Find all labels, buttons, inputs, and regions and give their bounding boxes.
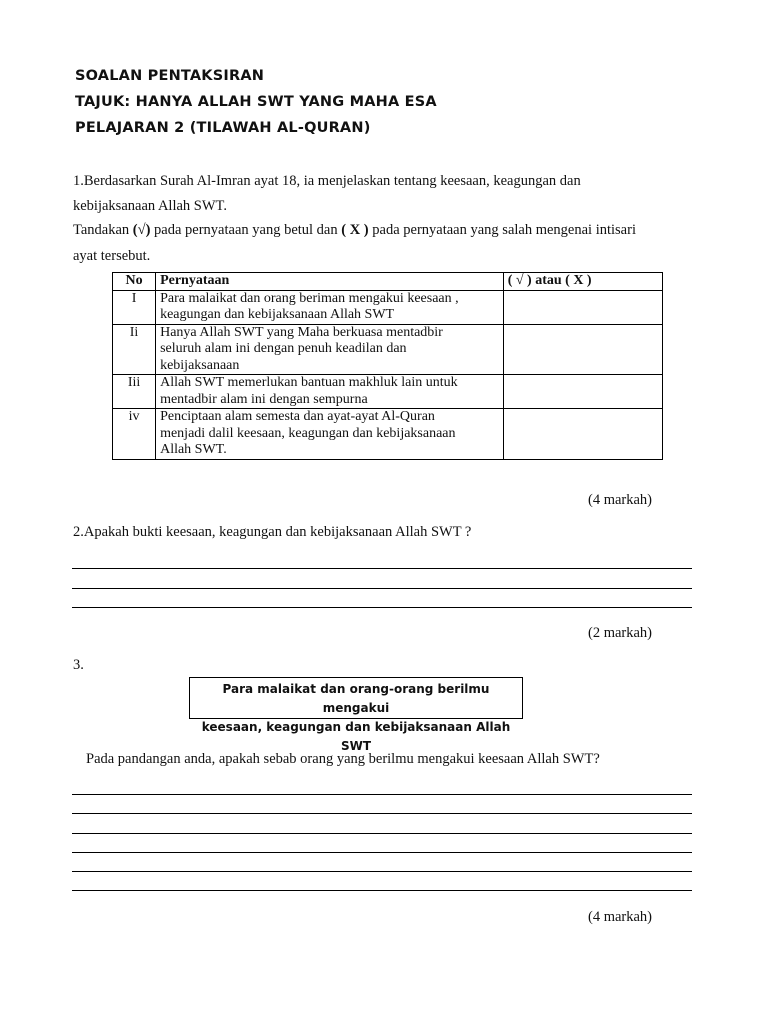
worksheet-title: SOALAN PENTAKSIRAN: [75, 68, 265, 84]
statement-line: mentadbir alam ini dengan sempurna: [160, 391, 368, 407]
row-number: Iii: [113, 375, 156, 409]
q1-instruction-line1: [73, 221, 636, 239]
q2-marks: (2 markah): [587, 625, 652, 641]
statement-cell: [156, 324, 504, 375]
q1-instr-part-c: pada pernyataan yang salah mengenai intisari: [368, 222, 636, 238]
q2-question: 2.Apakah bukti keesaan, keagungan dan kebijaksanaan Allah SWT ?: [73, 524, 472, 540]
statement-line: Penciptaan alam semesta dan ayat-ayat Al-Quran: [160, 409, 435, 424]
statement-line: seluruh alam ini dengan penuh keadilan dan: [160, 341, 407, 356]
answer-line[interactable]: [72, 813, 692, 814]
statement-line: kebijaksanaan: [160, 357, 240, 373]
statement-cell: [156, 290, 504, 324]
answer-line[interactable]: [72, 607, 692, 608]
table-header-row: [113, 273, 663, 291]
table-row: [113, 290, 663, 324]
col-header-answer: ( √ ) atau ( X ): [503, 273, 662, 291]
cross-symbol: ( X ): [341, 222, 369, 238]
q3-marks: (4 markah): [587, 909, 652, 925]
lesson-title: PELAJARAN 2 (TILAWAH AL-QURAN): [75, 120, 371, 136]
answer-line[interactable]: [72, 890, 692, 891]
tick-symbol: (√): [132, 222, 151, 238]
q1-intro-line2: kebijaksanaan Allah SWT.: [73, 198, 227, 214]
col-header-statement: Pernyataan: [156, 273, 504, 291]
table-row: [113, 324, 663, 375]
answer-cell[interactable]: [503, 409, 662, 460]
quote-line: Para malaikat dan orang-orang berilmu mengakui: [222, 682, 490, 715]
statement-cell: [156, 375, 504, 409]
statement-line: Para malaikat dan orang beriman mengakui keesaan ,: [160, 290, 459, 306]
q1-marks: (4 markah): [587, 492, 652, 508]
statement-table: [112, 272, 663, 460]
topic-title: TAJUK: HANYA ALLAH SWT YANG MAHA ESA: [75, 94, 437, 110]
statement-line: Allah SWT.: [160, 442, 227, 457]
statement-line: Allah SWT memerlukan bantuan makhluk lain untuk: [160, 375, 458, 390]
answer-cell[interactable]: [503, 290, 662, 324]
statement-line: Hanya Allah SWT yang Maha berkuasa mentadbir: [160, 324, 443, 340]
statement-line: keagungan dan kebijaksanaan Allah SWT: [160, 307, 395, 322]
answer-line[interactable]: [72, 588, 692, 589]
table-row: [113, 375, 663, 409]
quote-line: keesaan, keagungan dan kebijaksanaan Allah SWT: [201, 720, 511, 753]
answer-cell[interactable]: [503, 375, 662, 409]
answer-line[interactable]: [72, 871, 692, 872]
statement-line: menjadi dalil keesaan, keagungan dan kebijaksanaan: [160, 425, 456, 441]
row-number: Ii: [113, 324, 156, 375]
q1-instr-part-b: pada pernyataan yang betul dan: [150, 222, 342, 238]
answer-line[interactable]: [72, 794, 692, 795]
quote-box: [189, 677, 523, 753]
q1-intro-line1: 1.Berdasarkan Surah Al-Imran ayat 18, ia menjelaskan tentang keesaan, keagungan dan: [73, 173, 581, 189]
col-header-no: No: [113, 273, 156, 291]
table-row: [113, 409, 663, 460]
answer-line[interactable]: [72, 833, 692, 834]
row-number: iv: [113, 409, 156, 460]
answer-line[interactable]: [72, 852, 692, 853]
q3-question: Pada pandangan anda, apakah sebab orang yang berilmu mengakui keesaan Allah SWT?: [86, 751, 600, 767]
q3-number: 3.: [73, 657, 84, 673]
answer-cell[interactable]: [503, 324, 662, 375]
answer-line[interactable]: [72, 568, 692, 569]
q1-instruction-line2: ayat tersebut.: [73, 248, 151, 264]
statement-cell: [156, 409, 504, 460]
row-number: I: [113, 290, 156, 324]
q1-instr-part-a: Tandakan: [73, 222, 133, 238]
